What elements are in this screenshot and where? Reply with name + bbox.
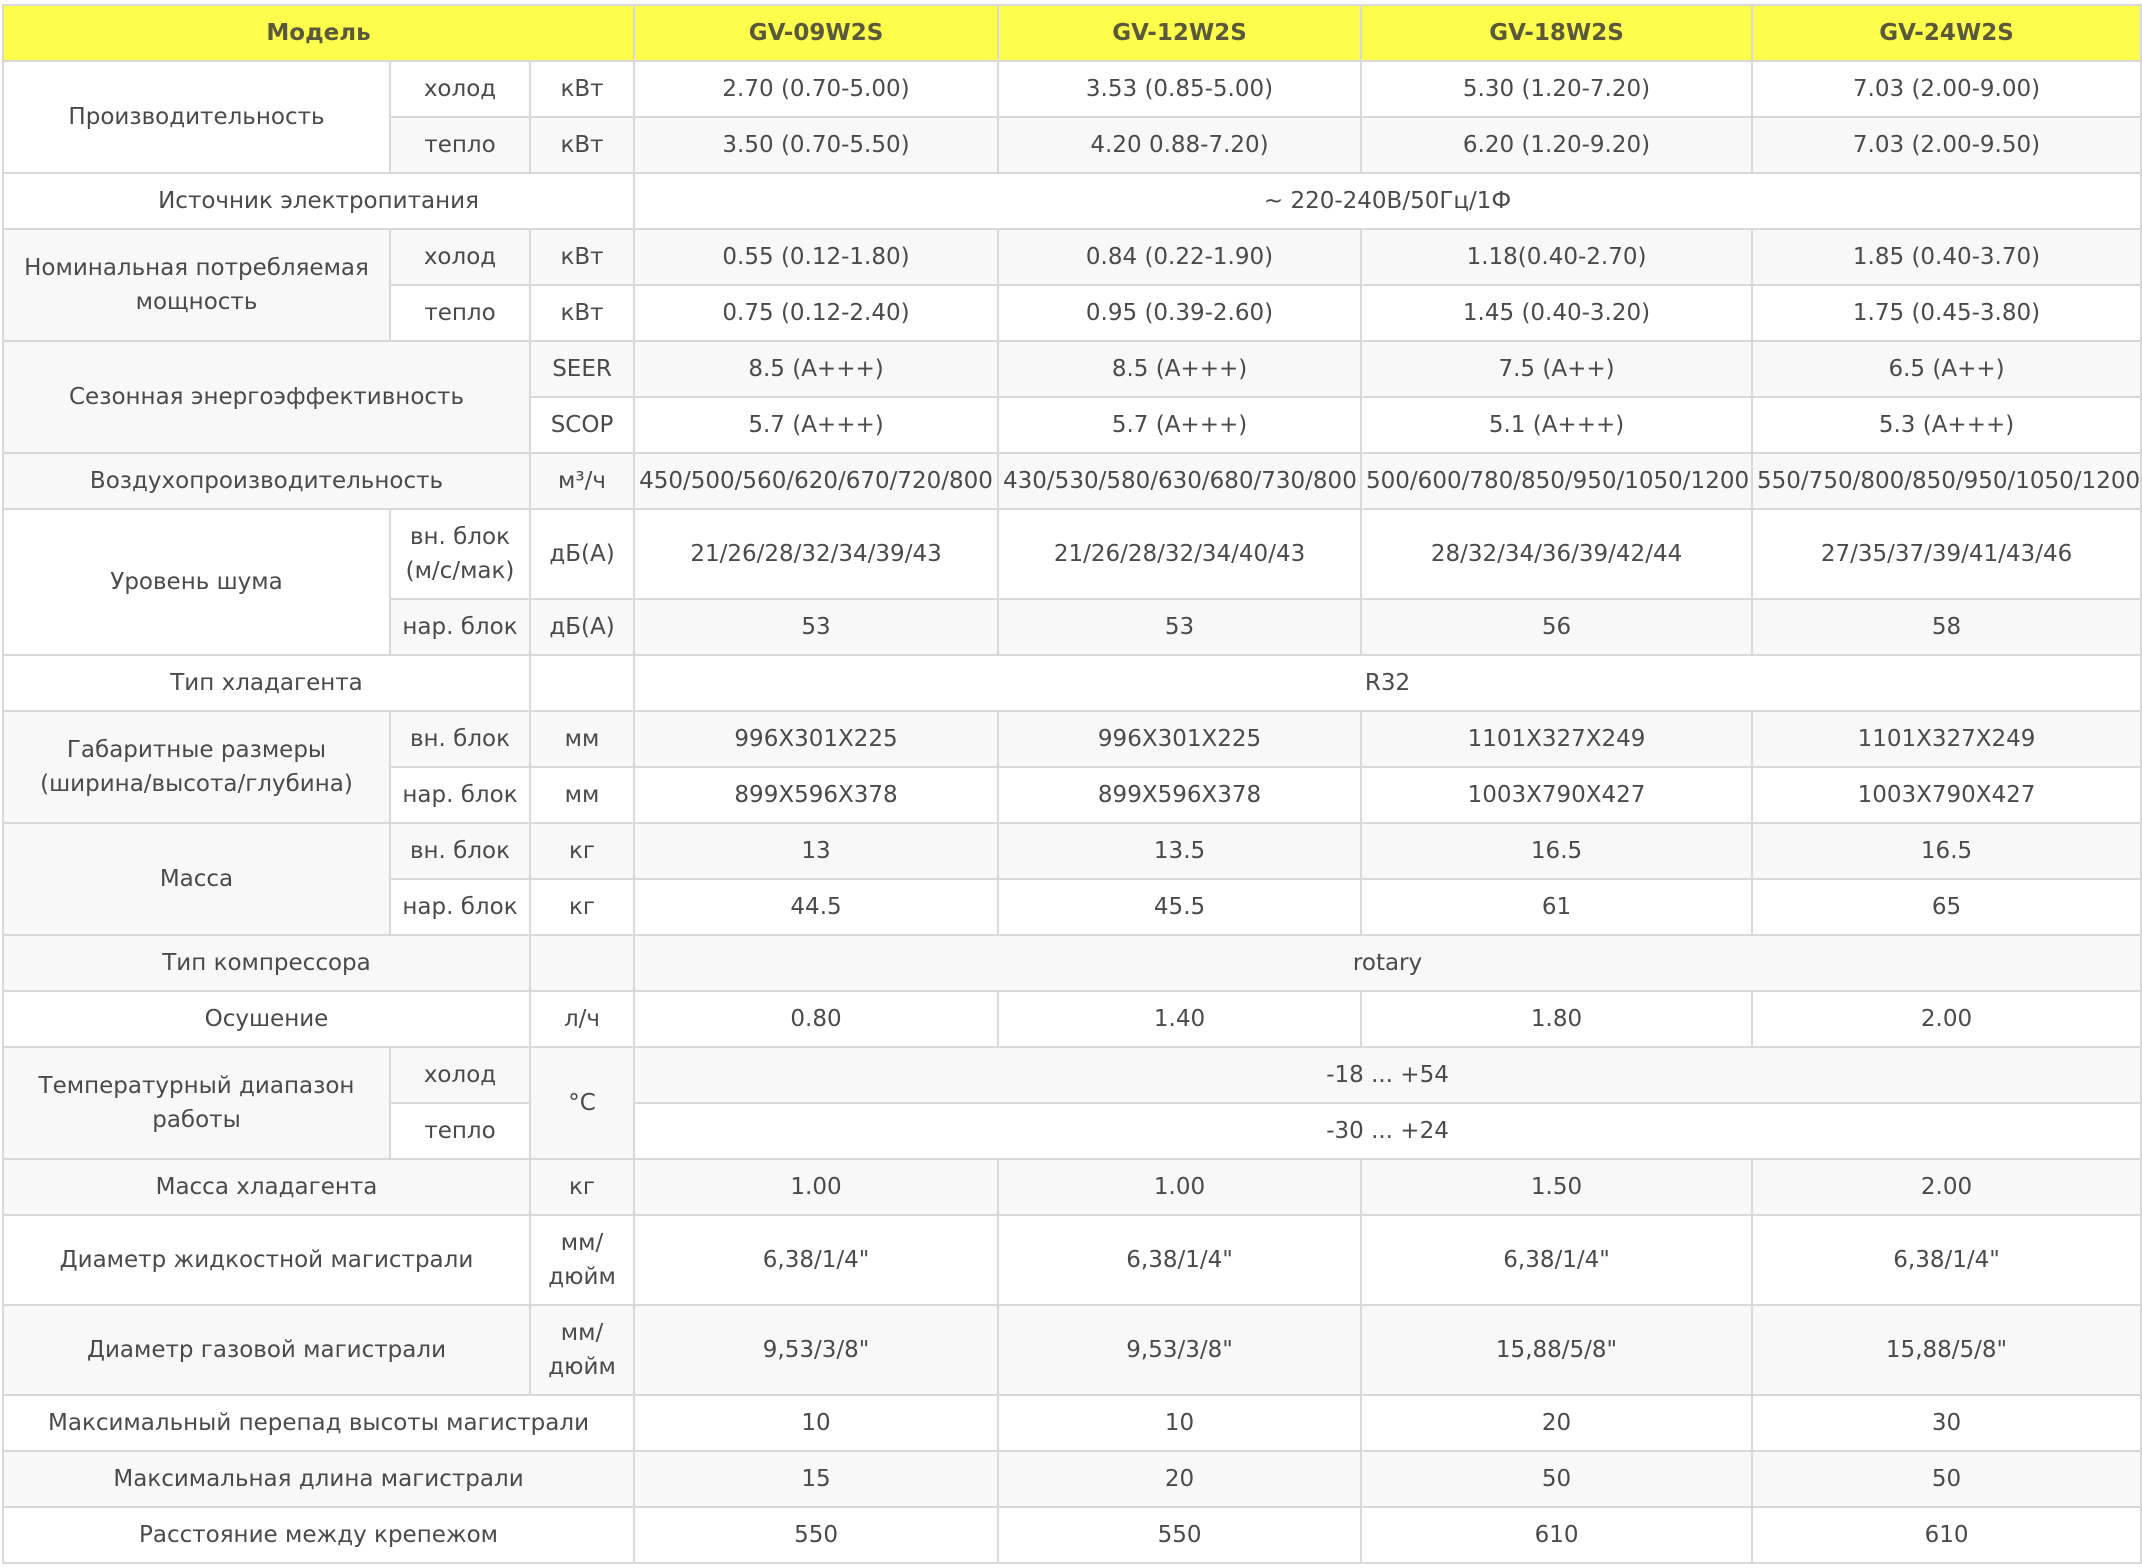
cell-value: 30 (1752, 1395, 2141, 1451)
cell-value: 430/530/580/630/680/730/800 (998, 453, 1361, 509)
cell-value: 58 (1752, 599, 2141, 655)
cell-value: 5.3 (A+++) (1752, 397, 2141, 453)
capacity-label: Производительность (3, 61, 390, 173)
row-mode: нар. блок (390, 767, 530, 823)
refrigerant-label: Тип хладагента (3, 655, 530, 711)
cell-value: rotary (634, 935, 2141, 991)
cell-value: 610 (1752, 1507, 2141, 1563)
cell-value: R32 (634, 655, 2141, 711)
cell-value: 0.75 (0.12-2.40) (634, 285, 998, 341)
cell-value: 6,38/1/4" (998, 1215, 1361, 1305)
row-unit: кВт (530, 117, 634, 173)
table-row (3, 1215, 2141, 1305)
cell-value: 0.80 (634, 991, 998, 1047)
cell-value: 4.20 0.88-7.20) (998, 117, 1361, 173)
row-unit: мм/ дюйм (530, 1305, 634, 1395)
table-row (3, 1159, 2141, 1215)
row-mode: холод (390, 1047, 530, 1103)
row-mode: холод (390, 229, 530, 285)
table-row (3, 173, 2141, 229)
cell-value: 2.00 (1752, 1159, 2141, 1215)
power-source-label: Источник электропитания (3, 173, 634, 229)
cell-value: 899X596X378 (998, 767, 1361, 823)
cell-value: 15,88/5/8" (1361, 1305, 1752, 1395)
cell-value: 500/600/780/850/950/1050/1200 (1361, 453, 1752, 509)
table-row (3, 655, 2141, 711)
row-unit (530, 655, 634, 711)
cell-value: 5.30 (1.20-7.20) (1361, 61, 1752, 117)
cell-value: 1.80 (1361, 991, 1752, 1047)
cell-value: 3.53 (0.85-5.00) (998, 61, 1361, 117)
cell-value: 53 (634, 599, 998, 655)
row-unit: SEER (530, 341, 634, 397)
row-unit: кВт (530, 61, 634, 117)
cell-value: 1.85 (0.40-3.70) (1752, 229, 2141, 285)
max-height-label: Максимальный перепад высоты магистрали (3, 1395, 634, 1451)
compressor-label: Тип компрессора (3, 935, 530, 991)
cell-value: 550 (998, 1507, 1361, 1563)
cell-value: 0.84 (0.22-1.90) (998, 229, 1361, 285)
noise-label: Уровень шума (3, 509, 390, 655)
cell-value: ~ 220-240В/50Гц/1Ф (634, 173, 2141, 229)
cell-value: 996X301X225 (634, 711, 998, 767)
table-row (3, 229, 2141, 285)
cell-value: 10 (998, 1395, 1361, 1451)
row-mode: нар. блок (390, 599, 530, 655)
row-unit: мм/ дюйм (530, 1215, 634, 1305)
table-row (3, 1395, 2141, 1451)
row-mode: вн. блок (м/с/мак) (390, 509, 530, 599)
table-row (3, 1305, 2141, 1395)
row-unit: кг (530, 1159, 634, 1215)
cell-value: 2.00 (1752, 991, 2141, 1047)
row-unit: л/ч (530, 991, 634, 1047)
model-3: GV-18W2S (1361, 5, 1752, 61)
cell-value: 50 (1361, 1451, 1752, 1507)
model-2: GV-12W2S (998, 5, 1361, 61)
cell-value: 28/32/34/36/39/42/44 (1361, 509, 1752, 599)
row-unit: кг (530, 823, 634, 879)
mount-distance-label: Расстояние между крепежом (3, 1507, 634, 1563)
cell-value: 3.50 (0.70-5.50) (634, 117, 998, 173)
row-mode: вн. блок (390, 711, 530, 767)
max-length-label: Максимальная длина магистрали (3, 1451, 634, 1507)
cell-value: 1.18(0.40-2.70) (1361, 229, 1752, 285)
dimensions-label: Габаритные размеры (ширина/высота/глубина) (3, 711, 390, 823)
row-unit: кВт (530, 229, 634, 285)
row-unit: кВт (530, 285, 634, 341)
table-row (3, 711, 2141, 767)
cell-value: 44.5 (634, 879, 998, 935)
cell-value: 13 (634, 823, 998, 879)
cell-value: 7.5 (A++) (1361, 341, 1752, 397)
row-unit: дБ(А) (530, 509, 634, 599)
row-unit: мм (530, 711, 634, 767)
table-row (3, 823, 2141, 879)
table-row (3, 1047, 2141, 1103)
table-row (3, 61, 2141, 117)
row-mode: холод (390, 61, 530, 117)
cell-value: 1.40 (998, 991, 1361, 1047)
cell-value: 8.5 (A+++) (998, 341, 1361, 397)
header-row (3, 5, 2141, 61)
cell-value: 7.03 (2.00-9.50) (1752, 117, 2141, 173)
row-unit: м³/ч (530, 453, 634, 509)
row-unit: дБ(А) (530, 599, 634, 655)
row-mode: тепло (390, 1103, 530, 1159)
cell-value: 15,88/5/8" (1752, 1305, 2141, 1395)
mass-label: Масса (3, 823, 390, 935)
cell-value: 5.7 (A+++) (998, 397, 1361, 453)
cell-value: -30 ... +24 (634, 1103, 2141, 1159)
cell-value: 1.75 (0.45-3.80) (1752, 285, 2141, 341)
cell-value: 1.45 (0.40-3.20) (1361, 285, 1752, 341)
cell-value: 8.5 (A+++) (634, 341, 998, 397)
cell-value: 1101X327X249 (1361, 711, 1752, 767)
cell-value: 61 (1361, 879, 1752, 935)
model-label: Модель (3, 5, 634, 61)
row-mode: тепло (390, 117, 530, 173)
cell-value: 5.1 (A+++) (1361, 397, 1752, 453)
row-mode: тепло (390, 285, 530, 341)
cell-value: 0.95 (0.39-2.60) (998, 285, 1361, 341)
table-row (3, 1507, 2141, 1563)
table-row (3, 935, 2141, 991)
cell-value: 1003X790X427 (1361, 767, 1752, 823)
row-unit: мм (530, 767, 634, 823)
cell-value: 6,38/1/4" (1752, 1215, 2141, 1305)
row-unit: SCOP (530, 397, 634, 453)
row-unit: °C (530, 1047, 634, 1159)
cell-value: 450/500/560/620/670/720/800 (634, 453, 998, 509)
cell-value: 15 (634, 1451, 998, 1507)
table-row (3, 1451, 2141, 1507)
cell-value: 2.70 (0.70-5.00) (634, 61, 998, 117)
cell-value: 1101X327X249 (1752, 711, 2141, 767)
cell-value: 16.5 (1361, 823, 1752, 879)
liquid-diameter-label: Диаметр жидкостной магистрали (3, 1215, 530, 1305)
row-unit (530, 935, 634, 991)
refrigerant-mass-label: Масса хладагента (3, 1159, 530, 1215)
seasonal-label: Сезонная энергоэффективность (3, 341, 530, 453)
cell-value: 21/26/28/32/34/40/43 (998, 509, 1361, 599)
cell-value: 56 (1361, 599, 1752, 655)
cell-value: 13.5 (998, 823, 1361, 879)
row-mode: вн. блок (390, 823, 530, 879)
spec-table (2, 4, 2142, 1564)
cell-value: 1.00 (634, 1159, 998, 1215)
cell-value: 45.5 (998, 879, 1361, 935)
table-row (3, 509, 2141, 599)
table-row (3, 453, 2141, 509)
row-mode: нар. блок (390, 879, 530, 935)
cell-value: 899X596X378 (634, 767, 998, 823)
cell-value: 6.5 (A++) (1752, 341, 2141, 397)
cell-value: 53 (998, 599, 1361, 655)
cell-value: 6,38/1/4" (1361, 1215, 1752, 1305)
cell-value: 550 (634, 1507, 998, 1563)
airflow-label: Воздухопроизводительность (3, 453, 530, 509)
cell-value: 21/26/28/32/34/39/43 (634, 509, 998, 599)
model-1: GV-09W2S (634, 5, 998, 61)
cell-value: 5.7 (A+++) (634, 397, 998, 453)
cell-value: 610 (1361, 1507, 1752, 1563)
cell-value: 6.20 (1.20-9.20) (1361, 117, 1752, 173)
cell-value: 0.55 (0.12-1.80) (634, 229, 998, 285)
cell-value: 9,53/3/8" (634, 1305, 998, 1395)
cell-value: -18 ... +54 (634, 1047, 2141, 1103)
cell-value: 16.5 (1752, 823, 2141, 879)
cell-value: 20 (1361, 1395, 1752, 1451)
cell-value: 1.50 (1361, 1159, 1752, 1215)
dehumid-label: Осушение (3, 991, 530, 1047)
table-row (3, 991, 2141, 1047)
cell-value: 20 (998, 1451, 1361, 1507)
model-4: GV-24W2S (1752, 5, 2141, 61)
cell-value: 1003X790X427 (1752, 767, 2141, 823)
row-unit: кг (530, 879, 634, 935)
table-row (3, 341, 2141, 397)
cell-value: 550/750/800/850/950/1050/1200 (1752, 453, 2141, 509)
temp-range-label: Температурный диапазон работы (3, 1047, 390, 1159)
cell-value: 1.00 (998, 1159, 1361, 1215)
cell-value: 7.03 (2.00-9.00) (1752, 61, 2141, 117)
cell-value: 50 (1752, 1451, 2141, 1507)
power-consumption-label: Номинальная потребляемая мощность (3, 229, 390, 341)
cell-value: 10 (634, 1395, 998, 1451)
cell-value: 996X301X225 (998, 711, 1361, 767)
cell-value: 65 (1752, 879, 2141, 935)
cell-value: 6,38/1/4" (634, 1215, 998, 1305)
gas-diameter-label: Диаметр газовой магистрали (3, 1305, 530, 1395)
cell-value: 9,53/3/8" (998, 1305, 1361, 1395)
cell-value: 27/35/37/39/41/43/46 (1752, 509, 2141, 599)
